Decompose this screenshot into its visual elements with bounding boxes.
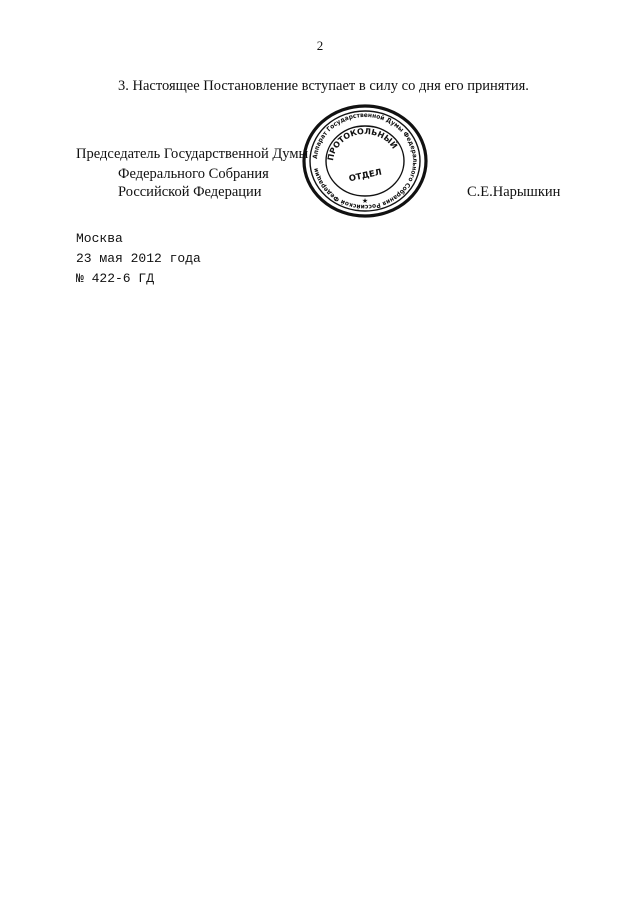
stamp-star-icon: ★ (361, 197, 369, 205)
stamp-inner-top-text: ПРОТОКОЛЬНЫЙ (326, 126, 400, 162)
official-seal-stamp (300, 102, 430, 220)
svg-text:ПРОТОКОЛЬНЫЙ (326, 127, 401, 161)
chairman-title-line-1: Председатель Государственной Думы (76, 146, 309, 162)
issue-details (76, 229, 201, 289)
chairman-title-line-2: Федерального Собрания (118, 166, 269, 182)
signer-name: С.Е.Нарышкин (467, 184, 561, 200)
chairman-title-line-3: Российской Федерации (118, 184, 262, 200)
clause-paragraph: 3. Настоящее Постановление вступает в силу со дня его принятия. (118, 78, 529, 94)
stamp-inner-bottom-text: ОТДЕЛ (348, 167, 383, 185)
issue-date: 23 мая 2012 года (76, 251, 201, 266)
stamp-outer-text: Аппарат Государственной Думы Федерального Собрания Российской Федерации (312, 111, 419, 211)
issue-number: № 422-6 ГД (76, 271, 155, 286)
page-number: 2 (316, 38, 324, 53)
issue-place: Москва (76, 231, 123, 246)
